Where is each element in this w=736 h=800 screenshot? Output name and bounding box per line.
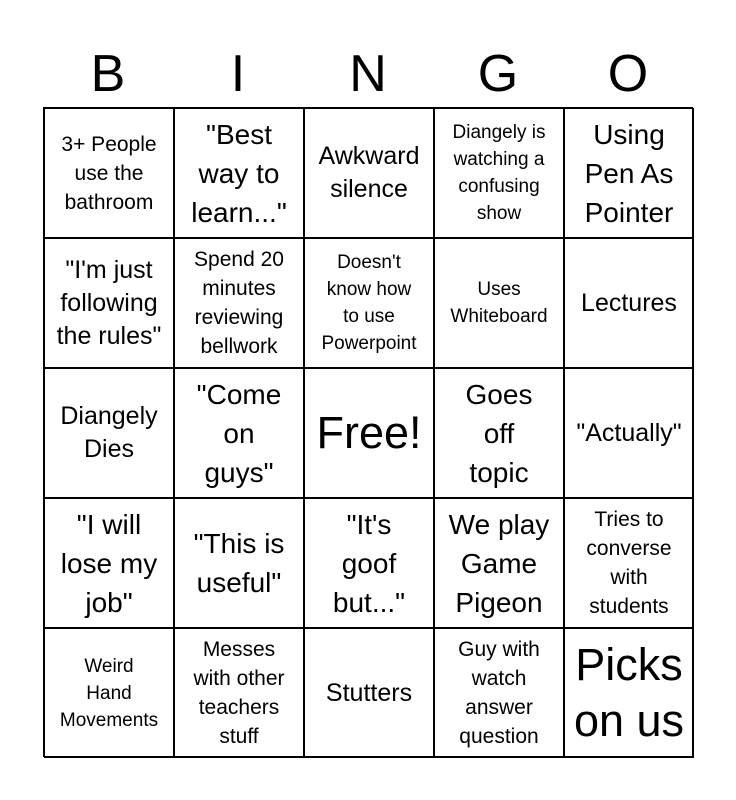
cell-text: Lectures (581, 288, 677, 317)
bingo-cell[interactable] (564, 238, 694, 368)
bingo-cell[interactable] (44, 368, 174, 498)
cell-text: Spend 20 minutes reviewing bellwork (194, 248, 284, 358)
bingo-cell[interactable] (44, 498, 174, 628)
bingo-cell[interactable] (304, 108, 434, 238)
cell-text: "Best way to learn..." (191, 118, 287, 228)
bingo-cell[interactable] (434, 628, 564, 758)
cell-text: "Come on guys" (196, 378, 282, 488)
cell-text: Using Pen As Pointer (584, 118, 674, 228)
bingo-cell[interactable] (564, 498, 694, 628)
header-letter-o: O (607, 45, 649, 103)
bingo-cell[interactable] (44, 108, 174, 238)
bingo-cell[interactable] (174, 498, 304, 628)
bingo-cell[interactable] (564, 108, 694, 238)
bingo-cell[interactable] (44, 238, 174, 368)
cell-text: "It's goof but..." (332, 508, 406, 618)
bingo-cell[interactable] (434, 368, 564, 498)
bingo-cell[interactable] (174, 238, 304, 368)
cell-text: 3+ People use the bathroom (61, 132, 157, 214)
cell-text: Goes off topic (465, 378, 533, 488)
bingo-cell[interactable] (564, 368, 694, 498)
bingo-cell[interactable] (304, 628, 434, 758)
cell-text: Picks on us (573, 639, 685, 746)
header-letter-g: G (477, 45, 519, 103)
cell-text: Guy with watch answer question (458, 638, 540, 748)
bingo-cell[interactable] (434, 238, 564, 368)
bingo-cell[interactable] (174, 628, 304, 758)
cell-text: Messes with other teachers stuff (193, 638, 285, 748)
cell-text: Diangely is watching a confusing show (452, 122, 546, 224)
bingo-cell[interactable] (434, 498, 564, 628)
bingo-cell[interactable] (174, 368, 304, 498)
bingo-cell[interactable] (304, 238, 434, 368)
header-letter-i: I (230, 45, 246, 103)
cell-text: Weird Hand Movements (59, 655, 159, 731)
cell-text: Doesn't know how to use Powerpoint (321, 252, 417, 354)
bingo-cell[interactable] (304, 498, 434, 628)
bingo-cell[interactable] (174, 108, 304, 238)
cell-text: Stutters (325, 678, 413, 707)
cell-text: Tries to converse with students (586, 508, 672, 618)
bingo-cell[interactable] (44, 628, 174, 758)
bingo-board (43, 107, 693, 757)
bingo-header (43, 40, 693, 108)
cell-text: "Actually" (576, 418, 682, 447)
bingo-cell[interactable] (434, 108, 564, 238)
cell-text: "I will lose my job" (60, 508, 158, 618)
cell-text: Awkward silence (318, 142, 420, 203)
cell-text: Uses Whiteboard (450, 279, 548, 327)
cell-text: "I'm just following the rules" (56, 255, 162, 350)
cell-text: Free! (316, 407, 422, 458)
bingo-cell[interactable] (564, 628, 694, 758)
header-letter-b: B (90, 45, 126, 103)
cell-text: We play Game Pigeon (448, 508, 550, 618)
cell-text: Diangely Dies (60, 402, 158, 463)
free-space-cell[interactable] (304, 368, 434, 498)
cell-text: "This is useful" (193, 528, 285, 598)
header-letter-n: N (349, 45, 387, 103)
